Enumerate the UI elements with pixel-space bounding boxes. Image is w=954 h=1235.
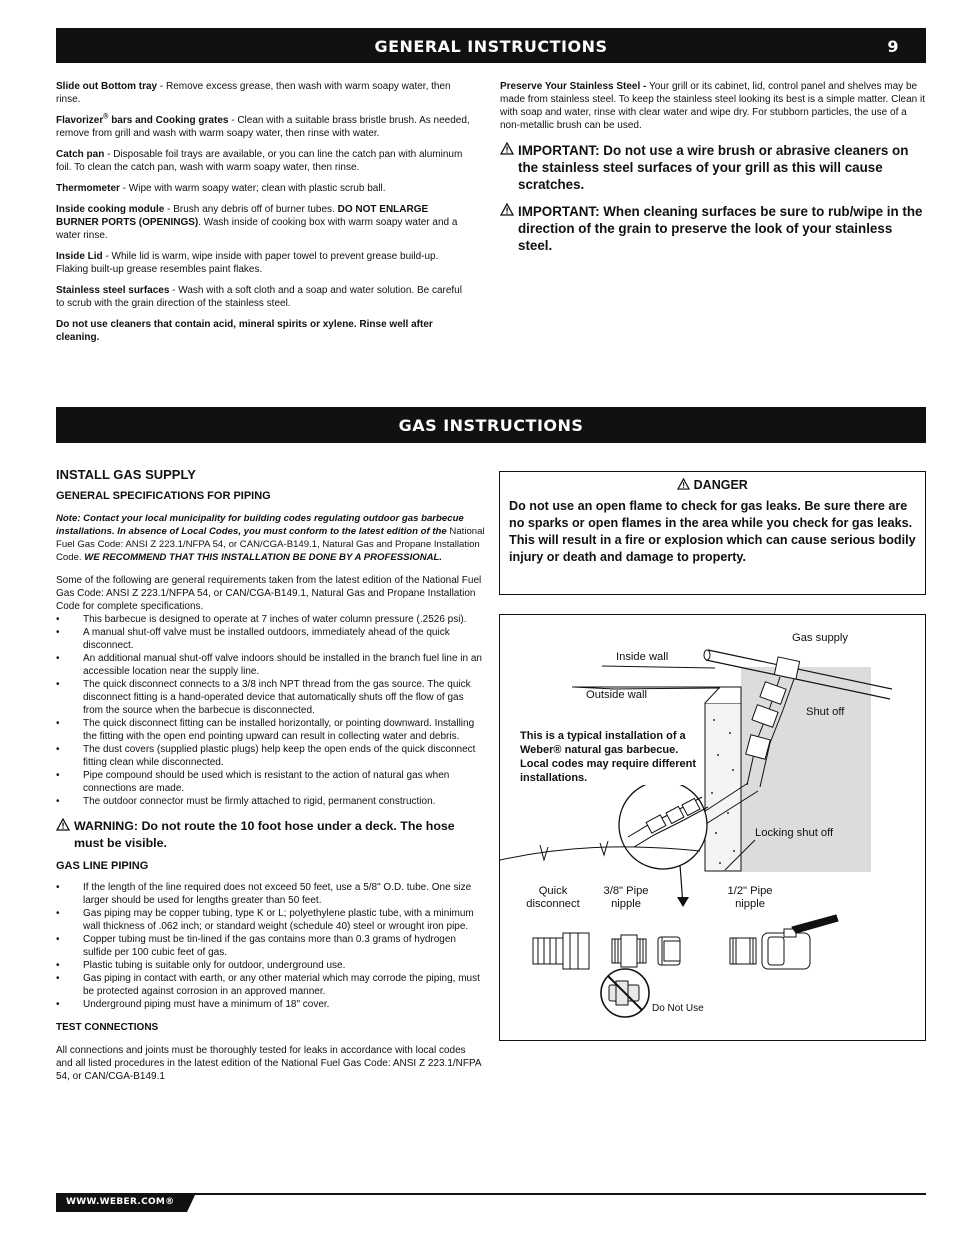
cleaning-item-inside-lid: Inside Lid - While lid is warm, wipe inside with paper towel to prevent grease build-up. Flaking built-up grease resembles paint flakes. bbox=[56, 251, 439, 275]
list-item: • Gas piping may be copper tubing, type K or L; polyethylene plastic tube, with a minimum wall thickness of .062 inch; or standard weight (schedule 40) steel or wrought iron pipe. bbox=[56, 907, 484, 933]
list-item: • Gas piping in contact with earth, or any other material which may corrode the piping, must be protected against corrosion in an approved manner. bbox=[56, 972, 484, 998]
list-item: • Plastic tubing is suitable only for outdoor, underground use. bbox=[56, 959, 484, 972]
inside-wall-label: Inside wall bbox=[616, 651, 669, 663]
list-item: • Copper tubing must be tin-lined if the gas contains more than 0.3 grams of hydrogen sulfide per 100 cubic feet of gas. bbox=[56, 933, 484, 959]
warning-triangle-icon bbox=[500, 142, 514, 159]
test-connections-text: All connections and joints must be thoroughly tested for leaks in accordance with local codes and all listed procedures in the latest edition of the National Fuel Gas Code: ANSI Z 223.1/NFPA 54, or CAN/CGA-B149.1 bbox=[56, 1045, 482, 1082]
footer-website-tab bbox=[56, 1193, 196, 1212]
cleaning-item-catch-pan: Catch pan - Disposable foil trays are available, or you can line the catch pan with aluminum foil. To clean the catch pan, wash with warm soapy water, then rinse. bbox=[56, 149, 463, 173]
cleaning-item-flavorizer: Flavorizer® bars and Cooking grates - Clean with a suitable brass bristle brush. As needed, remove from grill and wash with warm soapy water, then rinse with water. bbox=[56, 113, 470, 139]
cleaner-warning: Do not use cleaners that contain acid, mineral spirits or xylene. Rinse well after cleaning. bbox=[56, 319, 433, 343]
three-eighths-nipple-label: 3/8" Pipe nipple bbox=[603, 885, 649, 910]
list-item: • If the length of the line required does not exceed 50 feet, use a 5/8" O.D. tube. One size larger should be used for lengths greater than 50 feet. bbox=[56, 881, 484, 907]
piping-spec-list bbox=[56, 613, 484, 808]
cleaning-item-stainless-steel: Stainless steel surfaces - Wash with a soft cloth and a soap and water solution. Be careful to scrub with the grain direction of the stainless steel. bbox=[56, 285, 462, 309]
danger-box bbox=[499, 471, 926, 595]
installation-illustration bbox=[500, 615, 926, 1041]
list-item: • Underground piping must have a minimum of 18" cover. bbox=[56, 998, 484, 1011]
do-not-use-label: Do Not Use bbox=[652, 1003, 704, 1014]
general-instructions-header bbox=[56, 28, 926, 63]
danger-heading: DANGER bbox=[509, 478, 916, 492]
list-item: • An additional manual shut-off valve indoors should be installed in the branch fuel line in an accessible location near the supply line. bbox=[56, 652, 484, 678]
cleaning-instructions-column bbox=[56, 80, 471, 352]
warning-triangle-icon bbox=[56, 818, 70, 836]
gas-section-title: GAS INSTRUCTIONS bbox=[398, 416, 584, 435]
locking-shut-off-label: Locking shut off bbox=[755, 827, 834, 839]
gas-line-piping-list bbox=[56, 881, 484, 1011]
cleaning-item-bottom-tray: Slide out Bottom tray - Remove excess grease, then wash with warm soapy water, then rinse. bbox=[56, 81, 451, 105]
section-title: GENERAL INSTRUCTIONS bbox=[374, 37, 608, 56]
warning-triangle-icon bbox=[500, 203, 514, 220]
gas-supply-column bbox=[56, 468, 484, 1091]
important-notice-grain: IMPORTANT: When cleaning surfaces be sure to rub/wipe in the direction of the grain to preserve the look of your stainless steel. bbox=[500, 203, 926, 254]
stainless-steel-column bbox=[500, 80, 926, 263]
gas-installation-diagram bbox=[499, 614, 926, 1041]
one-half-nipple-label: 1/2" Pipe nipple bbox=[727, 885, 773, 910]
list-item: • The quick disconnect fitting can be installed horizontally, or pointing downward. Installing the fitting with the open end pointing upward can result in collecting water and debris. bbox=[56, 717, 484, 743]
install-gas-supply-heading: INSTALL GAS SUPPLY bbox=[56, 467, 196, 482]
page-number: 9 bbox=[887, 37, 899, 56]
list-item: • Pipe compound should be used which is resistant to the action of natural gas when connections are made. bbox=[56, 769, 484, 795]
hose-warning: WARNING: Do not route the 10 foot hose under a deck. The hose must be visible. bbox=[56, 818, 484, 852]
gas-line-piping-heading: GAS LINE PIPING bbox=[56, 860, 149, 872]
danger-text: Do not use an open flame to check for gas leaks. Be sure there are no sparks or open flames in the area while you check for gas leaks. This will result in a fire or explosion which can cause serious bodily injury or death and damage to property. bbox=[509, 499, 916, 564]
gas-instructions-header bbox=[56, 407, 926, 443]
cleaning-item-thermometer: Thermometer - Wipe with warm soapy water; clean with plastic scrub ball. bbox=[56, 183, 386, 194]
preserve-stainless-paragraph: Preserve Your Stainless Steel - Your grill or its cabinet, lid, control panel and shelves may be made from stainless steel. To keep the stainless steel looking its best is a simple matter. Clean it with soap and water, rinse with clear water and wipe dry. For stubborn particles, the use of a non-metallic brush can be used. bbox=[500, 81, 926, 131]
list-item: • The quick disconnect connects to a 3/8 inch NPT thread from the gas source. The quick disconnect fitting is a hand-operated device that automatically shuts off the flow of gas from the source when the barbecue is disconnected. bbox=[56, 678, 484, 717]
important-notice-wire-brush: IMPORTANT: Do not use a wire brush or abrasive cleaners on the stainless steel surfaces of your grill as this will cause scratches. bbox=[500, 142, 926, 193]
warning-triangle-icon bbox=[677, 478, 690, 492]
gas-supply-label: Gas supply bbox=[792, 632, 848, 644]
piping-specs-heading: GENERAL SPECIFICATIONS FOR PIPING bbox=[56, 490, 271, 502]
outside-wall-label: Outside wall bbox=[586, 689, 647, 701]
list-item: • The outdoor connector must be firmly attached to rigid, permanent construction. bbox=[56, 795, 484, 808]
test-connections-heading: TEST CONNECTIONS bbox=[56, 1022, 159, 1033]
list-item: • The dust covers (supplied plastic plugs) help keep the open ends of the quick disconnect fitting clean while disconnected. bbox=[56, 743, 484, 769]
list-item: • This barbecue is designed to operate at 7 inches of water column pressure (.2526 psi). bbox=[56, 613, 484, 626]
website-url: WWW.WEBER.COM® bbox=[66, 1197, 175, 1207]
typical-installation-note: This is a typical installation of a Weber® natural gas barbecue. Local codes may require different installations. bbox=[520, 729, 702, 785]
cleaning-item-cooking-module: Inside cooking module - Brush any debris off of burner tubes. DO NOT ENLARGE BURNER PORTS (OPENINGS). Wash inside of cooking box with warm soapy water and a water rinse. bbox=[56, 204, 458, 241]
building-codes-note: Note: Contact your local municipality for building codes regulating outdoor gas barbecue installations. In absence of Local Codes, you must conform to the latest edition of the National Fuel Gas Code: ANSI Z 223.1/NFPA 54, or CAN/CGA-B149.1, Natural Gas and Propane Installation Code. WE RECOMMEND THAT THIS INSTALLATION BE DONE BY A PROFESSIONAL. bbox=[56, 513, 485, 563]
requirements-intro: Some of the following are general requirements taken from the latest edition of the National Fuel Gas Code: ANSI Z 223.1/NFPA 54, or CAN/CGA-B149.1, Natural Gas and Propane Installation Code for complete specifications. bbox=[56, 575, 482, 612]
shut-off-label: Shut off bbox=[806, 706, 845, 718]
list-item: • A manual shut-off valve must be installed outdoors, immediately ahead of the quick disconnect. bbox=[56, 626, 484, 652]
quick-disconnect-label: Quick disconnect bbox=[526, 885, 580, 910]
